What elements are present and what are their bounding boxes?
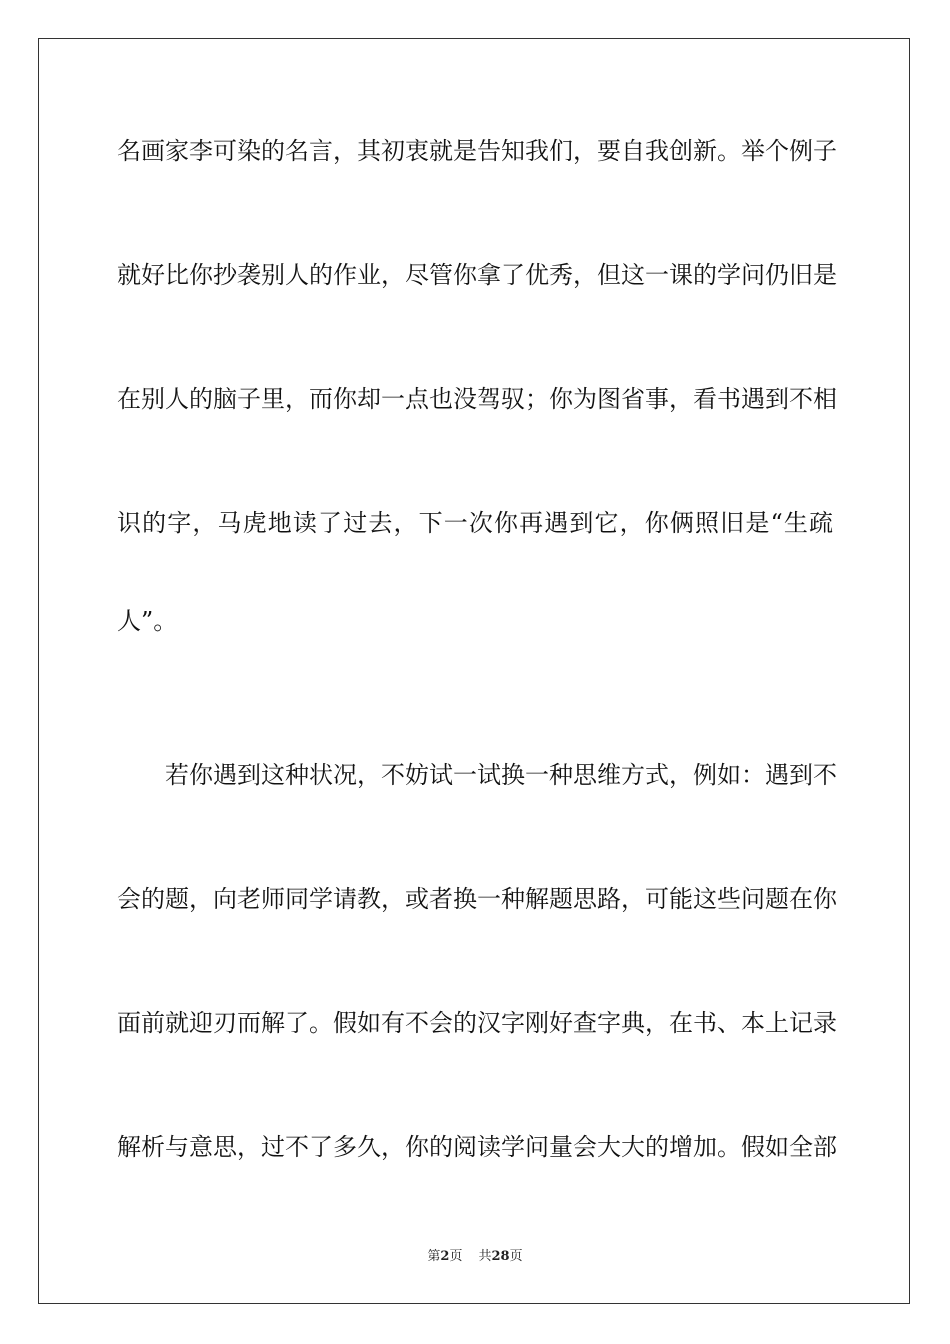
- total-pages: 28: [491, 1249, 510, 1264]
- text-line: 名画家李可染的名言，其初衷就是告知我们，要自我创新。举个例子: [117, 137, 837, 165]
- text-line: 人”。: [117, 607, 178, 635]
- text-line: 识的字，马虎地读了过去，下一次你再遇到它，你俩照旧是“生疏: [117, 509, 833, 537]
- text-line: 在别人的脑子里，而你却一点也没驾驭；你为图省事，看书遇到不相: [117, 385, 837, 413]
- page-footer: [0, 1248, 950, 1266]
- page-border: [38, 38, 910, 1304]
- paragraph-first-line: 若你遇到这种状况，不妨试一试换一种思维方式，例如：遇到不: [165, 761, 837, 789]
- total-prefix: 共: [478, 1249, 492, 1264]
- page-suffix: 页: [449, 1249, 463, 1264]
- total-suffix: 页: [509, 1249, 523, 1264]
- page-number: 2: [440, 1249, 450, 1264]
- page-prefix: 第: [427, 1249, 441, 1264]
- text-line: 会的题，向老师同学请教，或者换一种解题思路，可能这些问题在你: [117, 885, 837, 913]
- text-line: 解析与意思，过不了多久，你的阅读学问量会大大的增加。假如全部: [117, 1133, 837, 1161]
- text-line: 面前就迎刃而解了。假如有不会的汉字刚好查字典，在书、本上记录: [117, 1009, 837, 1037]
- text-line: 就好比你抄袭别人的作业，尽管你拿了优秀，但这一课的学问仍旧是: [117, 261, 837, 289]
